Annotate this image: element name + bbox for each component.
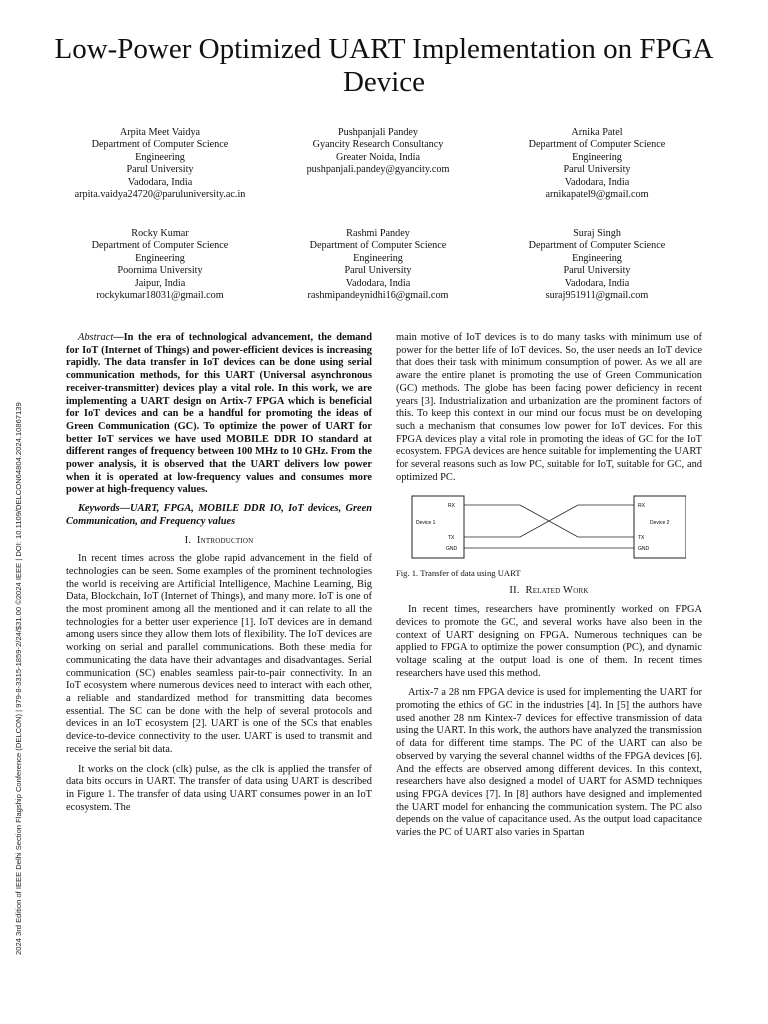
- device-1-label: Device 1: [416, 520, 436, 527]
- author-block-4: [50, 228, 270, 302]
- author-affiliation: Department of Computer Science: [528, 139, 666, 151]
- author-email[interactable]: pushpanjali.pandey@gyancity.com: [306, 164, 450, 176]
- author-name: Arpita Meet Vaidya: [119, 127, 201, 138]
- section-title: Related Work: [525, 585, 589, 597]
- related-paragraph-2: Artix-7 a 28 nm FPGA device is used for implementing the UART for promoting the ethics of GC in the industries [4]. In [5] the authors have used another 28 nm Kintex-7 devices for effective transmission of data using the UART. In this work, the authors have analyzed the transmission of data for different time stamps. The PC of the UART can also be observed by varying the several channel widths of the FPGA devices [6]. And the effects are observed among different devices. In this context, researchers have also designed a model of UART for ASMD techniques using FPGA devices [7]. In [8] authors have designed and implemented the UART model for enhancing the communication system. The PC also depends on the value of capacitance used. As the output load capacitance varies the PC of UART also varies in Spartan: [396, 687, 702, 839]
- author-location: Vadodara, India: [127, 176, 193, 188]
- author-affiliation: Parul University: [344, 265, 412, 277]
- author-affiliation: Engineering: [353, 252, 403, 264]
- author-affiliation: Gyancity Research Consultancy: [312, 139, 444, 151]
- author-affiliation: Parul University: [563, 164, 631, 176]
- device-2-gnd: GND: [638, 546, 650, 553]
- author-block-2: [268, 127, 488, 177]
- device-2-label: Device 2: [650, 520, 670, 527]
- author-affiliation: Parul University: [563, 265, 631, 277]
- author-name: Rashmi Pandey: [346, 228, 410, 239]
- device-2-tx: TX: [638, 535, 645, 542]
- paper-title: Low-Power Optimized UART Implementation on FPGA Device: [54, 33, 714, 98]
- author-affiliation: Engineering: [135, 151, 185, 163]
- author-location: Vadodara, India: [564, 277, 630, 289]
- author-affiliation: Department of Computer Science: [91, 240, 229, 252]
- uart-diagram: [410, 492, 686, 562]
- device-2-rx: RX: [638, 503, 645, 510]
- author-location: Greater Noida, India: [335, 151, 420, 163]
- author-affiliation: Department of Computer Science: [309, 240, 447, 252]
- author-block-3: [487, 127, 707, 201]
- author-email[interactable]: arpita.vaidya24720@paruluniversity.ac.in: [74, 189, 246, 201]
- wire-tx-to-rx: [464, 505, 634, 537]
- abstract-lead: Abstract: [78, 332, 114, 343]
- section-heading-introduction: [66, 535, 372, 548]
- device-1-gnd: GND: [446, 546, 458, 553]
- figure-uart-transfer: [396, 492, 702, 562]
- section-title: Introduction: [196, 534, 254, 546]
- author-email[interactable]: arnikapatel9@gmail.com: [545, 189, 649, 201]
- right-paragraph-1: main motive of IoT devices is to do many tasks with minimum use of power for the better life of IoT devices. So, the user needs an IoT device that does their task with minimum consumption of power. As we all are aware the entire planet is promoting the use of Green Communication (GC) methods. The globe has been facing power deficiency in recent years [3]. Industrialization and urbanization are the prominent factors of this. To keep this context in our mind our focus must be on developing such a mechanism that consumes low power for IoT devices. For this FPGA devices play a vital role in promoting the ideas of GC for the IoT ecosystem. FPGA devices are hence suitable for implementing the UART for several reasons such as low PC, suitable for IoT, suitable for GC, and optimized PC.: [396, 332, 702, 483]
- author-name: Pushpanjali Pandey: [337, 127, 419, 138]
- author-block-5: [268, 228, 488, 302]
- abstract-body: —In the era of technological advancement, the demand for IoT (Internet of Things) and power-efficient devices is increasing rapidly. The data transfer in IoT devices can be done using serial communication methods, for this UART (Universal asynchronous receiver-transmitter) devices play a vital role. In this work, we are implementing a UART design on Artix-7 FPGA which is beneficial for IoT devices and can be a handful for promoting the ideas of Green Communication (GC). To optimize the power of UART for better IoT services we have used MOBILE DDR IO standard at different ranges of frequency between 100 MHz to 10 GHz. From the power analysis, it is observed that the UART delivers low power when it is operated at low-frequency values and consumes more power at high-frequency values.: [66, 332, 372, 496]
- author-email[interactable]: rashmipandeynidhi16@gmail.com: [307, 290, 449, 302]
- device-1-tx: TX: [448, 535, 455, 542]
- figure-caption: Fig. 1. Transfer of data using UART: [396, 568, 521, 579]
- author-affiliation: Department of Computer Science: [91, 139, 229, 151]
- author-block-6: [487, 228, 707, 302]
- related-paragraph-1: In recent times, researchers have prominently worked on FPGA devices to promote the GC, and several works have also been in the context of UART designing on FPGA. Numerous techniques can be applied to FPGA to optimize the power consumption (PC), and dynamic voltage scaling at the output load is one of them. In recent times researchers have used this method.: [396, 604, 702, 679]
- author-name: Suraj Singh: [573, 228, 621, 239]
- author-location: Vadodara, India: [564, 176, 630, 188]
- section-heading-related-work: [396, 585, 702, 598]
- left-column: [66, 332, 372, 814]
- conference-sidebar-text: 2024 3rd Edition of IEEE Delhi Section Flagship Conference (DELCON) | 979-8-3315-1859-2/24/$31.00 ©2024 IEEE | DOI: 10.1109/DELCON64804.2024.10867139: [14, 402, 23, 955]
- author-block-1: [50, 127, 270, 201]
- section-number: II.: [509, 585, 520, 597]
- keywords: Keywords—UART, FPGA, MOBILE DDR IO, IoT devices, Green Communication, and Frequency values: [66, 503, 372, 527]
- intro-paragraph-1: In recent times across the globe rapid advancement in the field of technologies can be seen. Some examples of the prominent technologies the world is receiving are Artificial Intelligence, Machine Learning, Big Data, Blockchain, IoT (Internet of Things), and many more. IoT is one of the most prominent among all the mentioned and it can relate to all the technologies for a better user experience [1]. IoT devices are in demand among users since they allow them lots of flexibility. The IoT devices are working on serial and parallel communications. Both these media for communicating the data have their advantages and disadvantages. Serial communication (SC) enables seamless pair-to-pair connectivity. In an IoT ecosystem where numerous devices need to interact with each other, a reliable and standardized method for transmitting data becomes essential. The SC can be done with the help of several protocols and devices in an IoT ecosystem [2]. UART is one of the SCs that enables device-to-device connectivity to the user. UART is used to transmit and receive the serial bit data.: [66, 553, 372, 755]
- author-name: Arnika Patel: [571, 127, 623, 138]
- author-affiliation: Engineering: [572, 252, 622, 264]
- section-number: I.: [184, 534, 192, 546]
- author-affiliation: Engineering: [135, 252, 185, 264]
- abstract: [66, 332, 372, 497]
- author-email[interactable]: rockykumar18031@gmail.com: [96, 290, 224, 302]
- right-column: [396, 332, 702, 840]
- author-location: Jaipur, India: [134, 277, 186, 289]
- author-location: Vadodara, India: [345, 277, 411, 289]
- device-1-rx: RX: [448, 503, 455, 510]
- author-affiliation: Engineering: [572, 151, 622, 163]
- author-name: Rocky Kumar: [131, 228, 189, 239]
- intro-paragraph-2: It works on the clock (clk) pulse, as the clk is applied the transfer of data bits occurs in UART. The transfer of data using UART is described in Figure 1. The transfer of data using UART consumes power in an IoT ecosystem. The: [66, 763, 372, 813]
- author-affiliation: Poornima University: [117, 265, 203, 277]
- author-affiliation: Department of Computer Science: [528, 240, 666, 252]
- author-affiliation: Parul University: [126, 164, 194, 176]
- author-email[interactable]: suraj951911@gmail.com: [545, 290, 649, 302]
